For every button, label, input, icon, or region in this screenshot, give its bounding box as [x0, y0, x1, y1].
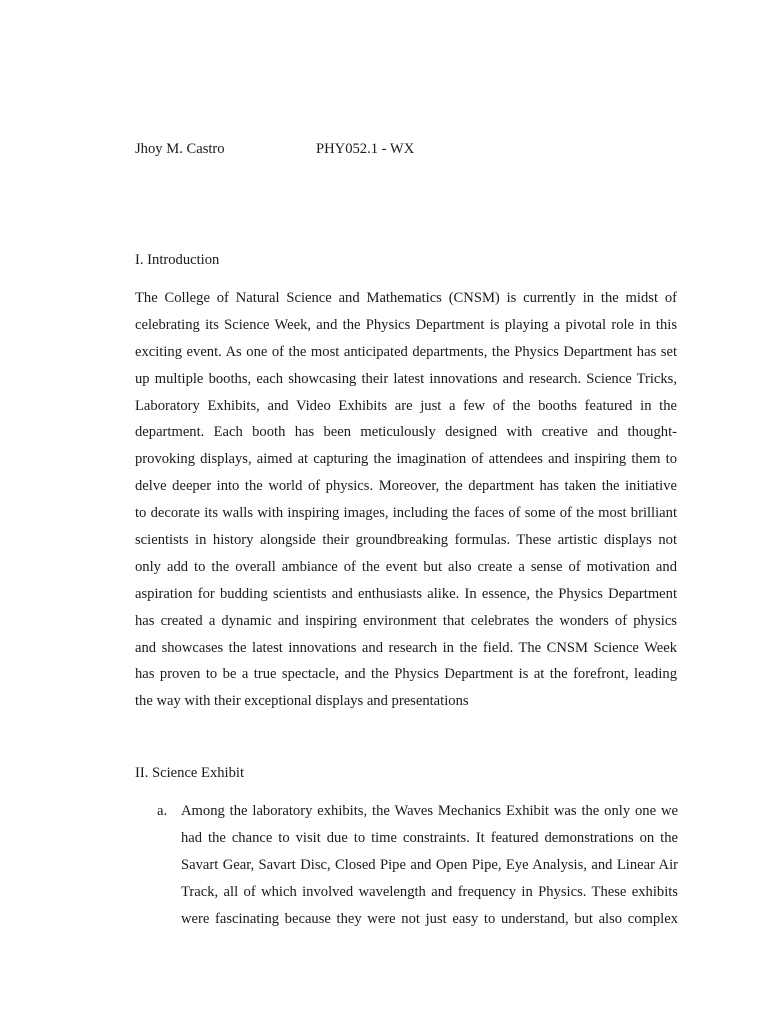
paragraph-line: aspiration for budding scientists and enthusiasts alike. In essence, the Physics Department [135, 585, 677, 602]
paragraph-line: delve deeper into the world of physics. Moreover, the department has taken the initiative [135, 478, 677, 495]
list-item-line: were fascinating because they were not just easy to understand, but also complex [181, 910, 678, 927]
paragraph-line: the way with their exceptional displays and presentations [135, 693, 469, 710]
list-item [181, 798, 678, 932]
paragraph-line: celebrating its Science Week, and the Physics Department is playing a pivotal role in this [135, 316, 677, 333]
paragraph-line: and showcases the latest innovations and research in the field. The CNSM Science Week [135, 639, 677, 656]
paragraph-line: Laboratory Exhibits, and Video Exhibits are just a few of the booths featured in the [135, 397, 677, 414]
paragraph-line: department. Each booth has been meticulously designed with creative and thought- [135, 424, 677, 441]
course-code: PHY052.1 - WX [316, 141, 415, 157]
paragraph-line: provoking displays, aimed at capturing the imagination of attendees and inspiring them to [135, 451, 677, 468]
science-exhibit-heading: II. Science Exhibit [135, 765, 245, 781]
list-item-marker: a. [157, 803, 168, 819]
paragraph-line: only add to the overall ambiance of the event but also create a sense of motivation and [135, 558, 677, 575]
paragraph-line: exciting event. As one of the most anticipated departments, the Physics Department has set [135, 343, 677, 360]
list-item-line: had the chance to visit due to time constraints. It featured demonstrations on the [181, 829, 678, 846]
paragraph-line: to decorate its walls with inspiring images, including the faces of some of the most brilliant [135, 505, 677, 522]
paragraph-line: has created a dynamic and inspiring environment that celebrates the wonders of physics [135, 612, 677, 629]
paragraph-line: The College of Natural Science and Mathematics (CNSM) is currently in the midst of [135, 290, 677, 306]
introduction-heading: I. Introduction [135, 252, 220, 268]
paragraph-line: has proven to be a true spectacle, and the Physics Department is at the forefront, leading [135, 666, 677, 683]
list-item-line: Among the laboratory exhibits, the Waves Mechanics Exhibit was the only one we [181, 803, 678, 819]
paragraph-line: scientists in history alongside their groundbreaking formulas. These artistic displays not [135, 532, 677, 549]
introduction-paragraph [135, 285, 677, 715]
paragraph-line: up multiple booths, each showcasing their latest innovations and research. Science Tricks, [135, 370, 677, 387]
author-name: Jhoy M. Castro [135, 141, 225, 157]
list-item-line: Savart Gear, Savart Disc, Closed Pipe and Open Pipe, Eye Analysis, and Linear Air [181, 856, 678, 873]
list-item-line: Track, all of which involved wavelength and frequency in Physics. These exhibits [181, 883, 678, 900]
